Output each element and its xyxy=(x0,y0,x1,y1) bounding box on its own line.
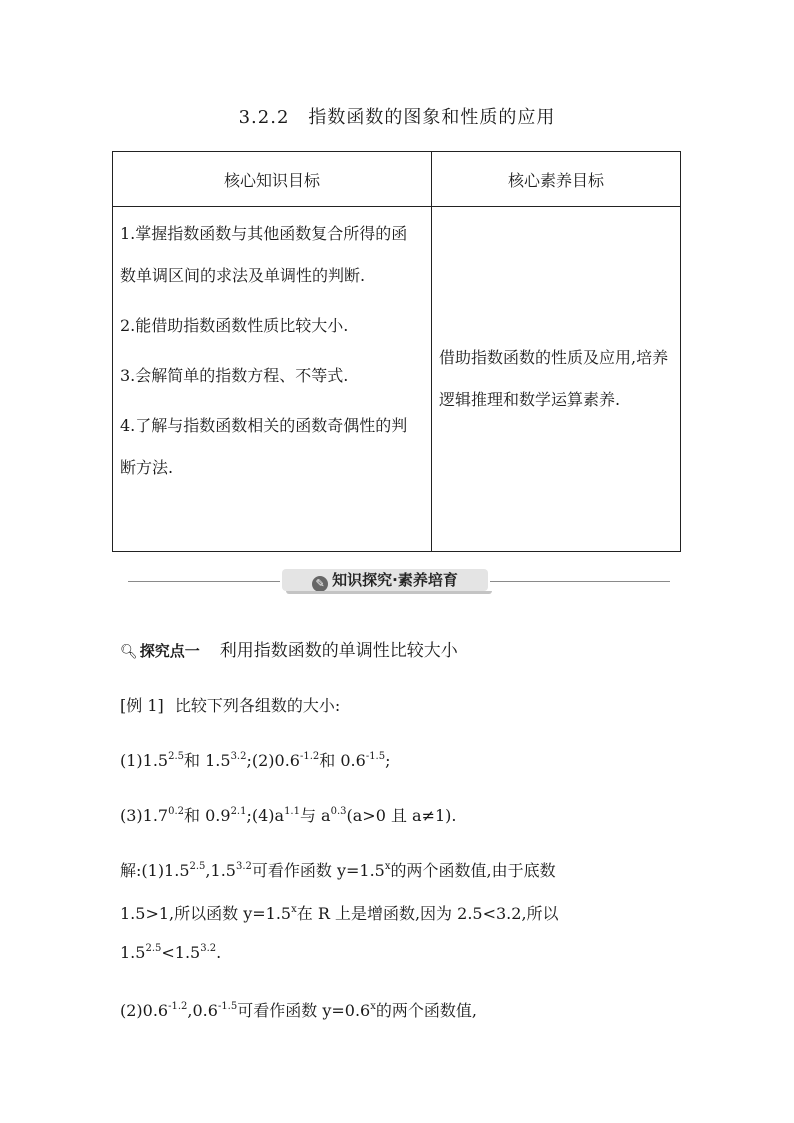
math-text: ,0.6 xyxy=(187,1001,218,1020)
math-text: 的两个函数值, xyxy=(375,1001,477,1020)
math-text: 1.5>1,所以函数 y=1.5 xyxy=(120,904,292,923)
math-text: ;(2)0.6 xyxy=(246,751,300,770)
exponent: 0.2 xyxy=(168,806,185,817)
exponent: 2.1 xyxy=(230,806,247,817)
goals-table xyxy=(112,151,681,552)
exponent: x xyxy=(291,904,297,915)
solution-line-3 xyxy=(120,943,221,962)
solution-line-4 xyxy=(120,998,477,1021)
exponent: 3.2 xyxy=(230,751,247,762)
exponent: 3.2 xyxy=(200,943,217,954)
math-text: 与 a xyxy=(299,806,331,825)
exponent: -1.2 xyxy=(299,751,320,762)
exponent: 1.1 xyxy=(284,806,300,817)
math-text: . xyxy=(216,943,222,962)
pencil-icon: ✎ xyxy=(312,576,328,592)
math-text: 解:(1)1.5 xyxy=(120,861,190,880)
math-text: 和 1.5 xyxy=(184,751,231,770)
section-tag xyxy=(120,642,200,660)
knowledge-goal-item: 1.掌握指数函数与其他函数复合所得的函数单调区间的求法及单调性的判断. xyxy=(120,224,408,285)
exponent: 2.5 xyxy=(145,943,162,954)
literacy-goal-header: 核心素养目标 xyxy=(432,152,681,207)
magnifier-icon: 🔍︎ xyxy=(120,644,138,660)
banner-label xyxy=(282,569,488,591)
example-prompt xyxy=(120,693,340,716)
math-text: 可看作函数 y=1.5 xyxy=(251,861,385,880)
exponent: 3.2 xyxy=(235,861,252,872)
math-text: 的两个函数值,由于底数 xyxy=(390,861,556,880)
exponent: -1.5 xyxy=(365,751,386,762)
exponent: x xyxy=(370,1001,376,1012)
table-body-row xyxy=(113,207,681,552)
table-header-row xyxy=(113,152,681,207)
math-text: ;(4)a xyxy=(246,806,285,825)
knowledge-goals-cell xyxy=(113,207,432,552)
math-text: 和 0.6 xyxy=(319,751,366,770)
banner-divider-right xyxy=(490,581,670,582)
example-items-line-2 xyxy=(120,803,457,826)
example-items-line-1 xyxy=(120,748,391,771)
page-title: 3.2.2 指数函数的图象和性质的应用 xyxy=(238,107,556,128)
knowledge-goal-item: 3.会解简单的指数方程、不等式. xyxy=(120,366,349,385)
exponent: -1.2 xyxy=(168,1001,188,1012)
banner-shadow xyxy=(286,591,492,594)
math-text: (1)1.5 xyxy=(120,751,169,770)
math-text: 和 0.9 xyxy=(184,806,231,825)
section-heading xyxy=(120,636,458,661)
exponent: 0.3 xyxy=(330,806,347,817)
literacy-goal-text: 借助指数函数的性质及应用,培养逻辑推理和数学运算素养. xyxy=(439,348,669,409)
banner-text: 知识探究·素养培育 xyxy=(332,571,458,589)
example-label: [例 1] xyxy=(120,696,164,715)
section-tag-text: 探究点一 xyxy=(139,642,200,660)
exponent: x xyxy=(384,861,391,872)
section-banner xyxy=(128,568,670,594)
literacy-goal-cell xyxy=(432,207,681,552)
knowledge-goal-header: 核心知识目标 xyxy=(113,152,432,207)
example-prompt-text: 比较下列各组数的大小: xyxy=(174,696,341,715)
math-text: <1.5 xyxy=(161,943,201,962)
math-text: (2)0.6 xyxy=(120,1001,169,1020)
section-title: 利用指数函数的单调性比较大小 xyxy=(219,641,458,661)
exponent: 2.5 xyxy=(168,751,185,762)
math-text: (a>0 且 a≠1). xyxy=(346,806,457,825)
math-text: 可看作函数 y=0.6 xyxy=(237,1001,371,1020)
math-text: (3)1.7 xyxy=(120,806,169,825)
math-text: ; xyxy=(385,751,391,770)
math-text: 在 R 上是增函数,因为 2.5<3.2,所以 xyxy=(296,904,559,923)
knowledge-goal-item: 4.了解与指数函数相关的函数奇偶性的判断方法. xyxy=(120,416,408,477)
math-text: ,1.5 xyxy=(205,861,236,880)
exponent: 2.5 xyxy=(189,861,206,872)
math-text: 1.5 xyxy=(120,943,146,962)
exponent: -1.5 xyxy=(217,1001,238,1012)
solution-line-2 xyxy=(120,901,559,924)
solution-line-1 xyxy=(120,858,556,881)
banner-divider-left xyxy=(128,581,280,582)
knowledge-goal-item: 2.能借助指数函数性质比较大小. xyxy=(120,316,349,335)
